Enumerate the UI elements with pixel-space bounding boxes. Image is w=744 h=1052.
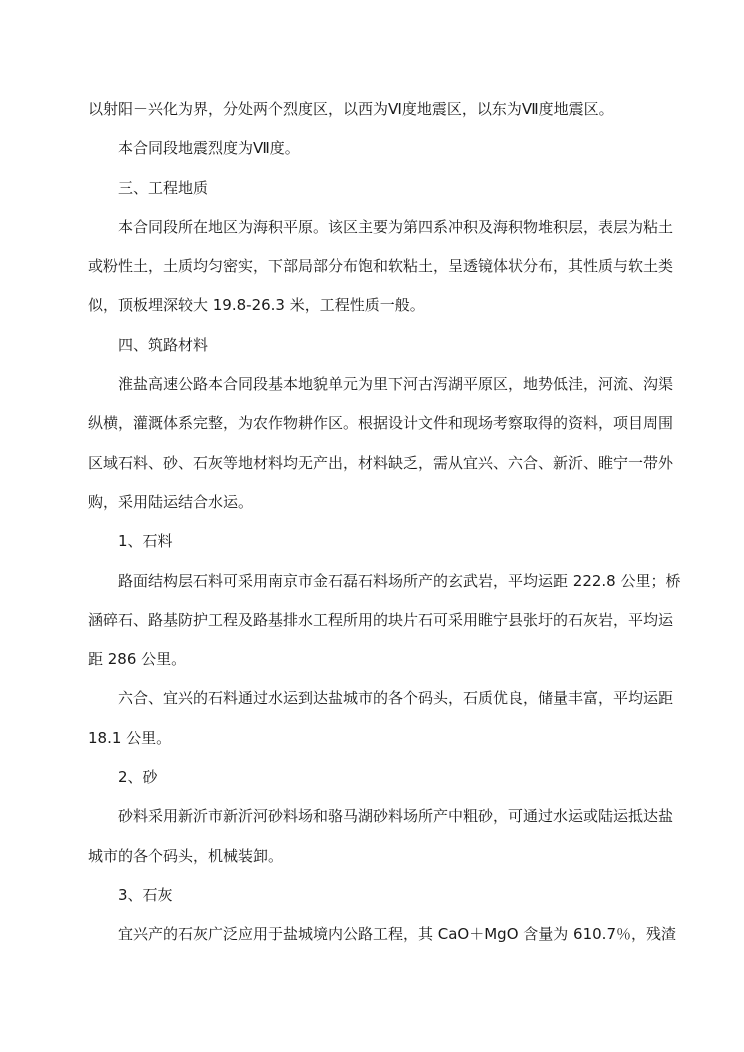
paragraph — [88, 365, 674, 522]
text-line: 城市的各个码头，机械装卸。 — [88, 846, 284, 865]
text-line: 1、石料 — [118, 532, 173, 551]
paragraph — [88, 679, 674, 758]
text-line: 路面结构层石料可采用南京市金石磊石料场所产的玄武岩，平均运距 222.8 公里；桥 — [118, 571, 681, 590]
paragraph — [88, 208, 674, 326]
text-line: 3、石灰 — [118, 885, 173, 904]
text-line: 2、砂 — [118, 768, 158, 787]
text-line: 六合、宜兴的石料通过水运到达盐城市的各个码头，石质优良，储量丰富，平均运距 — [118, 689, 674, 708]
text-line: 或粉性土，土质均匀密实，下部局部分布饱和软粘土，呈透镜体状分布，其性质与软土类 — [88, 257, 674, 276]
paragraph — [88, 562, 681, 680]
text-line: 纵横，灌溉体系完整，为农作物耕作区。根据设计文件和现场考察取得的资料，项目周围 — [88, 414, 674, 433]
paragraph — [88, 169, 670, 208]
text-line: 三、工程地质 — [118, 178, 209, 197]
text-line: 以射阳－兴化为界，分处两个烈度区，以西为Ⅵ度地震区，以东为Ⅶ度地震区。 — [88, 100, 614, 118]
text-line: 18.1 公里。 — [88, 728, 172, 747]
text-line: 宜兴产的石灰广泛应用于盐城境内公路工程，其 CaO＋MgO 含量为 610.7％，残渣 — [118, 925, 676, 944]
paragraph — [88, 326, 670, 365]
text-line: 距 286 公里。 — [88, 650, 187, 669]
document-page — [88, 90, 681, 955]
text-line: 似，顶板埋深较大 19.8-26.3 米，工程性质一般。 — [88, 296, 425, 315]
paragraph — [88, 797, 674, 876]
paragraph — [88, 915, 676, 954]
paragraph — [88, 758, 670, 797]
paragraph — [88, 90, 670, 129]
paragraph — [88, 876, 670, 915]
text-line: 四、筑路材料 — [118, 335, 209, 354]
paragraph — [88, 522, 670, 561]
text-line: 本合同段所在地区为海积平原。该区主要为第四系冲积及海积物堆积层，表层为粘土 — [118, 217, 674, 236]
text-line: 购，采用陆运结合水运。 — [88, 492, 254, 511]
paragraph — [88, 129, 670, 168]
text-line: 区域石料、砂、石灰等地材料均无产出，材料缺乏，需从宜兴、六合、新沂、睢宁一带外 — [88, 453, 674, 472]
text-line: 砂料采用新沂市新沂河砂料场和骆马湖砂料场所产中粗砂，可通过水运或陆运抵达盐 — [118, 807, 674, 826]
text-line: 涵碎石、路基防护工程及路基排水工程所用的块片石可采用睢宁县张圩的石灰岩，平均运 — [88, 610, 674, 629]
text-line: 本合同段地震烈度为Ⅶ度。 — [118, 139, 300, 158]
text-line: 淮盐高速公路本合同段基本地貌单元为里下河古泻湖平原区，地势低洼，河流、沟渠 — [118, 375, 674, 394]
